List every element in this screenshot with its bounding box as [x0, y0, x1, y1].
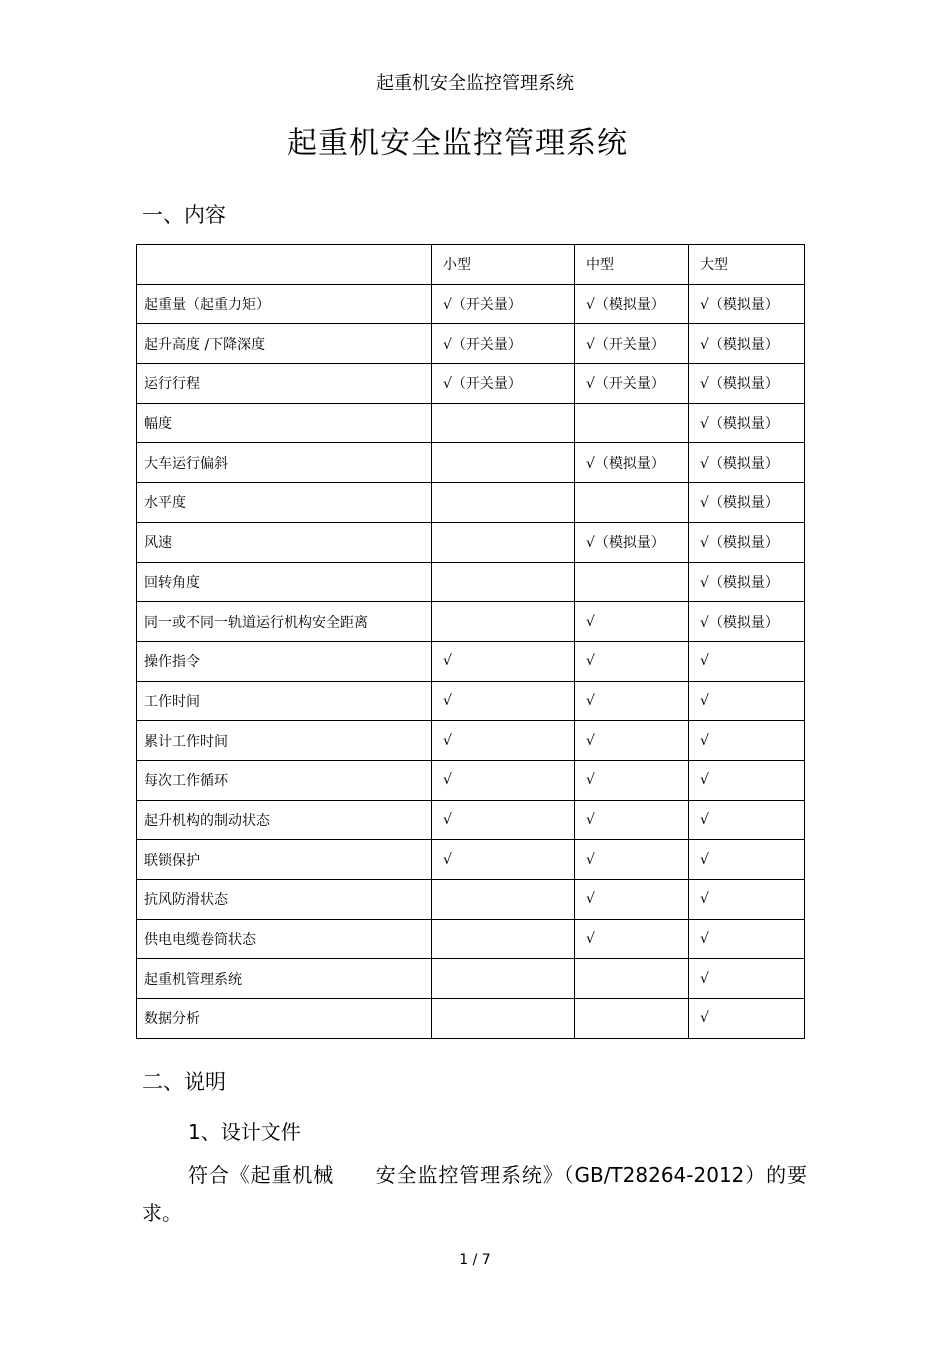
header-cell-large: 大型 [689, 245, 805, 285]
table-row [137, 760, 805, 800]
table-cell-large: √ [689, 800, 805, 840]
paragraph-standard-compliance: 符合《起重机械 安全监控管理系统》（GB/T28264-2012）的要求。 [142, 1163, 807, 1225]
table-cell-item: 水平度 [137, 483, 432, 523]
table-cell-large: √ [689, 959, 805, 999]
table-cell-small [432, 999, 575, 1039]
table-cell-large: √ [689, 919, 805, 959]
table-cell-large: √（模拟量） [689, 364, 805, 404]
header-cell-item [137, 245, 432, 285]
running-header: 起重机安全监控管理系统 [376, 73, 574, 94]
table-cell-medium: √ [575, 919, 689, 959]
table-row [137, 602, 805, 642]
section-heading-content: 一、内容 [142, 203, 226, 227]
table-row [137, 483, 805, 523]
table-cell-medium: √ [575, 641, 689, 681]
table-row [137, 641, 805, 681]
table-cell-medium: √（模拟量） [575, 284, 689, 324]
table-cell-large: √（模拟量） [689, 522, 805, 562]
table-cell-item: 起重量（起重力矩） [137, 284, 432, 324]
table-cell-medium: √ [575, 880, 689, 920]
table-row [137, 403, 805, 443]
table-cell-large: √（模拟量） [689, 284, 805, 324]
table-cell-large: √（模拟量） [689, 602, 805, 642]
table-cell-medium: √ [575, 840, 689, 880]
table-cell-large: √（模拟量） [689, 324, 805, 364]
table-cell-small [432, 602, 575, 642]
table-cell-item: 工作时间 [137, 681, 432, 721]
table-header-row [137, 245, 805, 285]
table-cell-small: √（开关量） [432, 364, 575, 404]
table-cell-item: 每次工作循环 [137, 760, 432, 800]
table-cell-large: √ [689, 641, 805, 681]
table-row [137, 324, 805, 364]
table-cell-large: √ [689, 681, 805, 721]
table-cell-item: 累计工作时间 [137, 721, 432, 761]
table-cell-small [432, 483, 575, 523]
table-cell-item: 回转角度 [137, 562, 432, 602]
table-row [137, 880, 805, 920]
table-cell-item: 运行行程 [137, 364, 432, 404]
page-number: 1 / 7 [459, 1252, 491, 1268]
table-cell-small: √ [432, 681, 575, 721]
table-cell-medium: √ [575, 721, 689, 761]
table-cell-medium [575, 562, 689, 602]
table-cell-medium: √ [575, 800, 689, 840]
table-cell-item: 抗风防滑状态 [137, 880, 432, 920]
subsection-heading-design-files: 1、设计文件 [188, 1120, 301, 1144]
table-cell-small: √ [432, 800, 575, 840]
table-cell-large: √（模拟量） [689, 562, 805, 602]
header-cell-small: 小型 [432, 245, 575, 285]
table-cell-large: √（模拟量） [689, 483, 805, 523]
table-cell-medium: √（开关量） [575, 324, 689, 364]
table-row [137, 721, 805, 761]
table-row [137, 840, 805, 880]
table-cell-small: √ [432, 721, 575, 761]
table-cell-item: 幅度 [137, 403, 432, 443]
table-cell-small [432, 562, 575, 602]
table-row [137, 562, 805, 602]
table-cell-small: √（开关量） [432, 324, 575, 364]
table-cell-small: √（开关量） [432, 284, 575, 324]
table-cell-small: √ [432, 760, 575, 800]
table-row [137, 919, 805, 959]
table-cell-large: √ [689, 999, 805, 1039]
content-table [136, 244, 805, 1039]
table-cell-item: 起重机管理系统 [137, 959, 432, 999]
table-cell-item: 联锁保护 [137, 840, 432, 880]
table-cell-large: √（模拟量） [689, 443, 805, 483]
table-cell-medium: √（开关量） [575, 364, 689, 404]
table-row [137, 443, 805, 483]
table-row [137, 284, 805, 324]
table-cell-item: 风速 [137, 522, 432, 562]
table-cell-item: 操作指令 [137, 641, 432, 681]
table-cell-medium: √（模拟量） [575, 522, 689, 562]
table-cell-medium [575, 999, 689, 1039]
table-cell-small [432, 443, 575, 483]
table-cell-small [432, 522, 575, 562]
table-cell-large: √（模拟量） [689, 403, 805, 443]
table-body [137, 284, 805, 1038]
table-cell-item: 供电电缆卷筒状态 [137, 919, 432, 959]
table-cell-large: √ [689, 721, 805, 761]
table-row [137, 681, 805, 721]
section-heading-notes: 二、说明 [142, 1070, 226, 1094]
table-cell-medium [575, 403, 689, 443]
table-row [137, 999, 805, 1039]
table-cell-small [432, 959, 575, 999]
header-cell-medium: 中型 [575, 245, 689, 285]
table-cell-item: 大车运行偏斜 [137, 443, 432, 483]
table-row [137, 959, 805, 999]
document-title: 起重机安全监控管理系统 [287, 126, 628, 161]
table-row [137, 364, 805, 404]
table-cell-medium [575, 483, 689, 523]
table-cell-large: √ [689, 880, 805, 920]
table-cell-medium: √ [575, 602, 689, 642]
table-row [137, 522, 805, 562]
table-cell-item: 起升机构的制动状态 [137, 800, 432, 840]
table-cell-small [432, 919, 575, 959]
table-cell-small: √ [432, 641, 575, 681]
table-cell-small [432, 403, 575, 443]
table-cell-medium [575, 959, 689, 999]
table-cell-item: 起升高度 /下降深度 [137, 324, 432, 364]
table-row [137, 800, 805, 840]
table-cell-item: 同一或不同一轨道运行机构安全距离 [137, 602, 432, 642]
table-cell-large: √ [689, 760, 805, 800]
table-cell-small: √ [432, 840, 575, 880]
table-cell-medium: √（模拟量） [575, 443, 689, 483]
table-cell-medium: √ [575, 681, 689, 721]
table-cell-large: √ [689, 840, 805, 880]
table-cell-small [432, 880, 575, 920]
table-cell-medium: √ [575, 760, 689, 800]
table-cell-item: 数据分析 [137, 999, 432, 1039]
